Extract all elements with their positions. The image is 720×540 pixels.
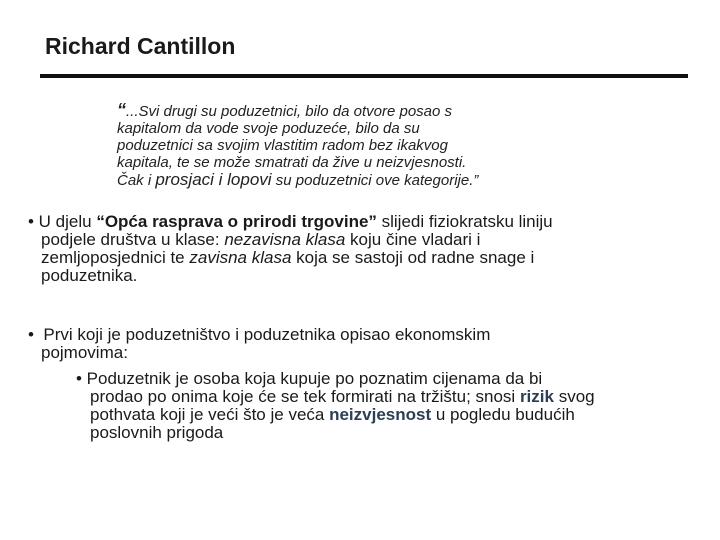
bullet-dot: • — [28, 325, 34, 344]
sub-line-3 — [76, 406, 688, 424]
sub-text-3a: pothvata koji je veći što je veća — [90, 405, 330, 424]
quote-line-1 — [117, 102, 677, 120]
sub-bullet-dot: • — [76, 369, 82, 388]
sub-line-4: poslovnih prigoda — [90, 423, 224, 442]
bullet2-text-1: Prvi koji je poduzetništvo i poduzetnika opisao ekonomskim — [33, 325, 491, 344]
sub-text-3b: u pogledu budućih — [431, 405, 575, 424]
bullet-dot: • — [28, 212, 34, 231]
open-quote-mark: “ — [117, 100, 126, 120]
quote-text-5b: su poduzetnici ove kategorije. — [271, 172, 474, 189]
quote-text-1: ...Svi drugi su poduzetnici, bilo da otvore posao s — [126, 103, 453, 120]
bullet1-l2-a: podjele društva u klase: — [41, 230, 225, 249]
quote-emphasis: prosjaci i lopovi — [155, 170, 272, 189]
bullet1-text-b: slijedi fiziokratsku liniju — [376, 212, 553, 231]
quote-line-2: kapitalom da vode svoje poduzeće, bilo da su — [117, 120, 420, 137]
sub-line-2 — [76, 388, 688, 406]
sub-text-2b: svog — [553, 387, 595, 406]
bullet1-line-1 — [28, 213, 678, 231]
bullet2-line-1 — [28, 326, 678, 344]
bullet1-l3-b: koja se sastoji od radne snage i — [291, 248, 535, 267]
cantillon-quote — [117, 102, 677, 189]
slide-title: Richard Cantillon — [45, 33, 236, 59]
bullet1-text-a: U djelu — [33, 212, 97, 231]
book-title: “Opća rasprava o prirodi trgovine” — [96, 212, 377, 231]
quote-line-5 — [117, 171, 677, 189]
quote-text-5a: Čak i — [117, 172, 156, 189]
bullet1-line-3 — [28, 249, 678, 267]
close-quote-mark: ” — [473, 172, 479, 189]
bullet1-line-4: poduzetnika. — [41, 266, 138, 285]
uncertainty-keyword: neizvjesnost — [329, 405, 432, 424]
bullet1-l3-a: zemljoposjednici te — [41, 248, 190, 267]
sub-bullet-entrepreneur-definition — [76, 370, 688, 442]
dependent-class: zavisna klasa — [189, 248, 292, 267]
independent-class: nezavisna klasa — [224, 230, 346, 249]
bullet-first-description — [28, 326, 678, 362]
risk-keyword: rizik — [519, 387, 554, 406]
quote-line-4: kapitala, te se može smatrati da žive u neizvjesnosti. — [117, 154, 467, 171]
sub-text-1: Poduzetnik je osoba koja kupuje po poznatim cijenama da bi — [81, 369, 543, 388]
bullet1-line-2 — [28, 231, 678, 249]
sub-text-2: prodao po onima koje će se tek formirati na tržištu; snosi — [90, 387, 520, 406]
bullet2-line-2: pojmovima: — [41, 343, 128, 362]
quote-line-3: poduzetnici sa svojim vlastitim radom bez ikakvog — [117, 137, 448, 154]
sub-line-1 — [76, 370, 688, 388]
title-divider — [40, 74, 688, 78]
bullet-treatise — [28, 213, 678, 285]
bullet1-l2-b: koju čine vladari i — [345, 230, 481, 249]
